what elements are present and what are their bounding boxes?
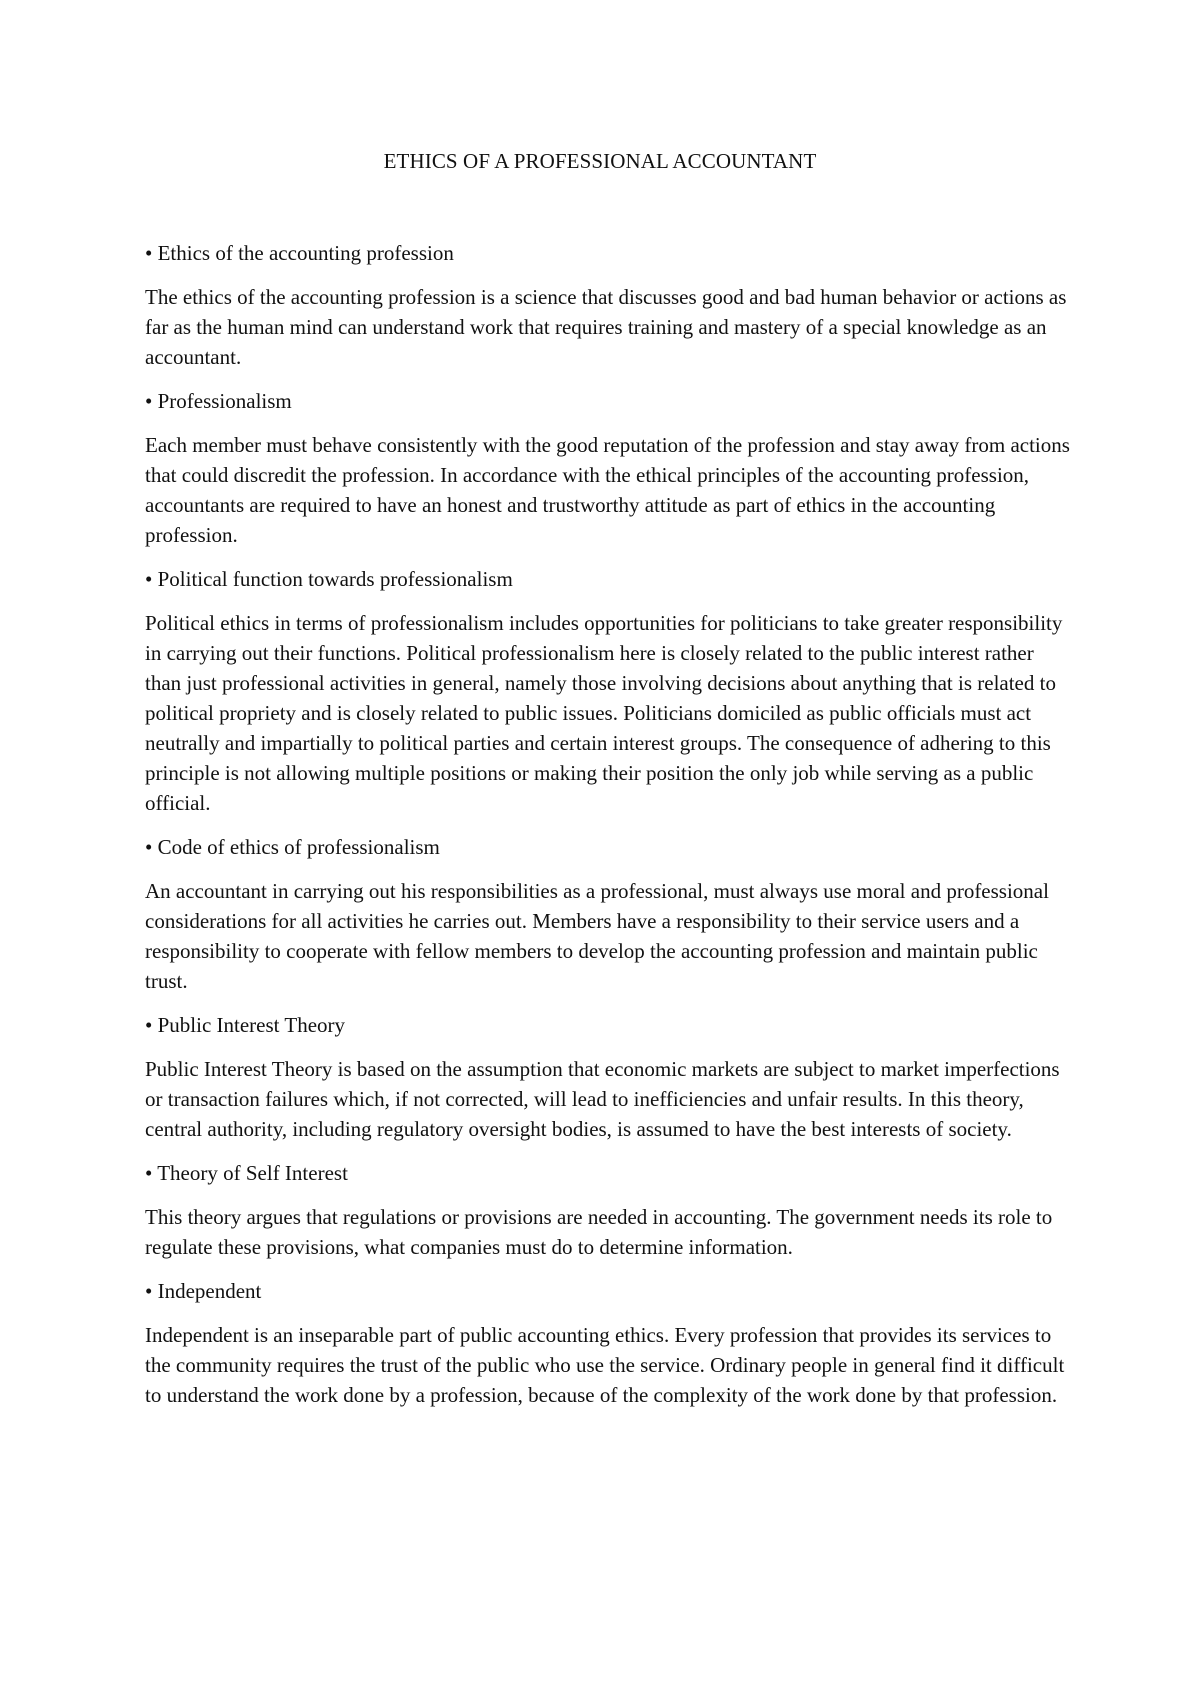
section-heading: • Code of ethics of professionalism: [145, 835, 440, 859]
section-body: Independent is an inseparable part of public accounting ethics. Every profession that provides its services to the community requires the trust of the public who use the service. Ordinary people in general find it difficult to understand the work done by a profession, because of the complexity of the work done by that profession.: [145, 1323, 1065, 1407]
section-public-interest-theory: [145, 1010, 1075, 1144]
section-political-function: [145, 564, 1075, 818]
document-content: [145, 238, 1075, 1424]
section-heading: • Political function towards professionalism: [145, 567, 513, 591]
section-code-of-ethics: [145, 832, 1075, 996]
section-body: This theory argues that regulations or provisions are needed in accounting. The government needs its role to regulate these provisions, what companies must do to determine information.: [145, 1205, 1053, 1259]
section-ethics-accounting-profession: [145, 238, 1075, 372]
page-title: ETHICS OF A PROFESSIONAL ACCOUNTANT: [383, 149, 817, 173]
section-body: Political ethics in terms of professionalism includes opportunities for politicians to take greater responsibility in carrying out their functions. Political professionalism here is closely related to the public interest rather than just professional activities in general, namely those involving decisions about anything that is related to political propriety and is closely related to public issues. Politicians domiciled as public officials must act neutrally and impartially to political parties and certain interest groups. The consequence of adhering to this principle is not allowing multiple positions or making their position the only job while serving as a public official.: [145, 611, 1063, 815]
section-professionalism: [145, 386, 1075, 550]
section-heading: • Ethics of the accounting profession: [145, 241, 454, 265]
section-body: The ethics of the accounting profession is a science that discusses good and bad human behavior or actions as far as the human mind can understand work that requires training and mastery of a special knowledge as an accountant.: [145, 285, 1067, 369]
section-theory-self-interest: [145, 1158, 1075, 1262]
section-heading: • Independent: [145, 1279, 262, 1303]
section-independent: [145, 1276, 1075, 1410]
section-body: An accountant in carrying out his responsibilities as a professional, must always use moral and professional considerations for all activities he carries out. Members have a responsibility to their service users and a responsibility to cooperate with fellow members to develop the accounting profession and maintain public trust.: [145, 879, 1049, 993]
section-body: Public Interest Theory is based on the assumption that economic markets are subject to market imperfections or transaction failures which, if not corrected, will lead to inefficiencies and unfair results. In this theory, central authority, including regulatory oversight bodies, is assumed to have the best interests of society.: [145, 1057, 1060, 1141]
section-heading: • Public Interest Theory: [145, 1013, 346, 1037]
section-heading: • Professionalism: [145, 389, 292, 413]
section-heading: • Theory of Self Interest: [145, 1161, 348, 1185]
section-body: Each member must behave consistently with the good reputation of the profession and stay away from actions that could discredit the profession. In accordance with the ethical principles of the accounting profession, accountants are required to have an honest and trustworthy attitude as part of ethics in the accounting profession.: [145, 433, 1070, 547]
